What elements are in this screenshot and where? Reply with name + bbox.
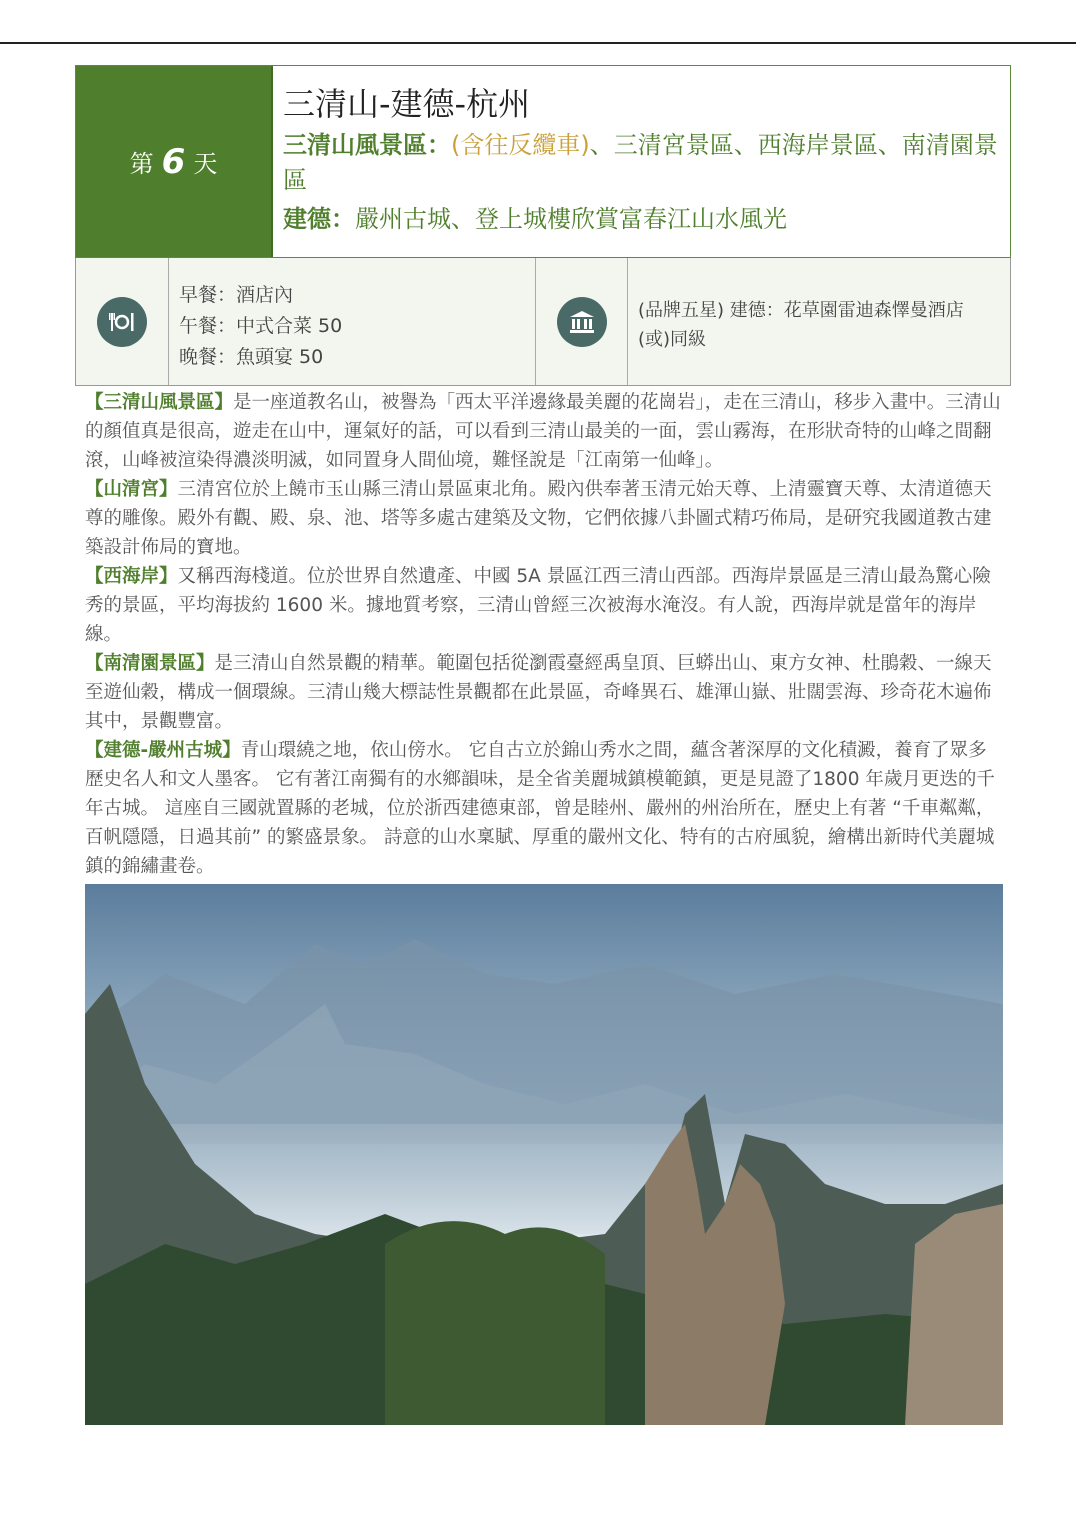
section-heading: 【南清園景區】: [85, 653, 215, 674]
section-text: 青山環繞之地，依山傍水。 它自古立於錦山秀水之間，蘊含著深厚的文化積澱，養育了眾多歷史名人和文人墨客。 它有著江南獨有的水鄉韻味，是全省美麗城鎮模範鎮，更是見證了1800 年歲月更迭的千年古城。 這座自三國就置縣的老城，位於浙西建德東部，曾是睦州、嚴州的州治所在，歷史上有著 “千車粼粼，百帆隱隱，日過其前” 的繁盛景象。 詩意的山水稟賦、厚重的嚴州文化、特有的古府風貌，繪構出新時代美麗城鎮的錦繡畫卷。: [85, 740, 995, 877]
mountain-photo: [85, 884, 1003, 1425]
route-line-1-label: 三清山風景區：: [283, 131, 451, 159]
hotel-alt: (或)同級: [638, 329, 707, 350]
section-paragraph: [85, 736, 1005, 881]
day-suffix: 天: [193, 150, 218, 178]
section-paragraph: [85, 562, 1005, 649]
route-line-1-note: (含往反纜車): [451, 131, 590, 159]
section-text: 三清宮位於上饒市玉山縣三清山景區東北角。殿內供奉著玉清元始天尊、上清靈寶天尊、太清道德天尊的雕像。殿外有觀、殿、泉、池、塔等多處古建築及文物，它們依據八卦圖式精巧佈局，是研究我國道教古建築設計佈局的寶地。: [85, 479, 992, 558]
section-text: 是三清山自然景觀的精華。範圍包括從瀏霞臺經禹皇頂、巨蟒出山、東方女神、杜鵑穀、一線天至遊仙穀，構成一個環線。三清山幾大標誌性景觀都在此景區，奇峰異石、雄渾山嶽、壯闊雲海、珍奇花木遍佈其中，景觀豐富。: [85, 653, 992, 732]
route-line-2-label: 建德：: [283, 205, 355, 233]
meal-icon-cell: [76, 258, 169, 385]
section-heading: 【西海岸】: [85, 566, 178, 587]
description-body: [85, 388, 1005, 881]
hotel-name: (品牌五星) 建德：花草園雷迪森懌曼酒店: [638, 300, 964, 321]
day-title: 三清山-建德-杭州: [283, 85, 531, 123]
day-badge: [76, 66, 271, 257]
section-paragraph: [85, 475, 1005, 562]
route-line-1: [283, 128, 1000, 198]
section-heading: 【三清山風景區】: [85, 392, 234, 413]
day-header: [75, 65, 1011, 258]
route-line-2-rest: 嚴州古城、登上城樓欣賞富春江山水風光: [355, 205, 787, 233]
section-paragraph: [85, 388, 1005, 475]
route-line-1-rest: 、三清宮景區、西海岸景區、南清園景區: [283, 131, 998, 194]
dinner-text: 晚餐：魚頭宴 50: [179, 346, 324, 368]
section-heading: 【山清宮】: [85, 479, 178, 500]
cutlery-icon: [97, 297, 147, 347]
top-rule: [0, 42, 1076, 44]
hotel-cell: [628, 258, 1010, 385]
section-paragraph: [85, 649, 1005, 736]
lunch-text: 午餐：中式合菜 50: [179, 315, 343, 337]
building-icon: [557, 297, 607, 347]
info-row: [75, 258, 1011, 386]
section-heading: 【建德-嚴州古城】: [85, 740, 241, 761]
day-number: 6: [161, 141, 186, 182]
title-cell: [271, 66, 1010, 257]
hotel-icon-cell: [536, 258, 628, 385]
breakfast-text: 早餐：酒店內: [179, 284, 294, 306]
section-text: 是一座道教名山，被譽為「西太平洋邊緣最美麗的花崗岩」，走在三清山，移步入畫中。三清山的顏值真是很高，遊走在山中，運氣好的話，可以看到三清山最美的一面，雲山霧海，在形狀奇特的山峰之間翻滾，山峰被渲染得濃淡明滅，如同置身人間仙境，難怪說是「江南第一仙峰」。: [85, 392, 1001, 471]
section-text: 又稱西海棧道。位於世界自然遺產、中國 5A 景區江西三清山西部。西海岸景區是三清山最為驚心險秀的景區，平均海拔約 1600 米。據地質考察，三清山曾經三次被海水淹沒。有人說，西海岸就是當年的海岸線。: [85, 566, 991, 645]
day-prefix: 第: [129, 150, 154, 178]
route-line-2: [283, 202, 1000, 237]
meals-cell: [169, 258, 536, 385]
